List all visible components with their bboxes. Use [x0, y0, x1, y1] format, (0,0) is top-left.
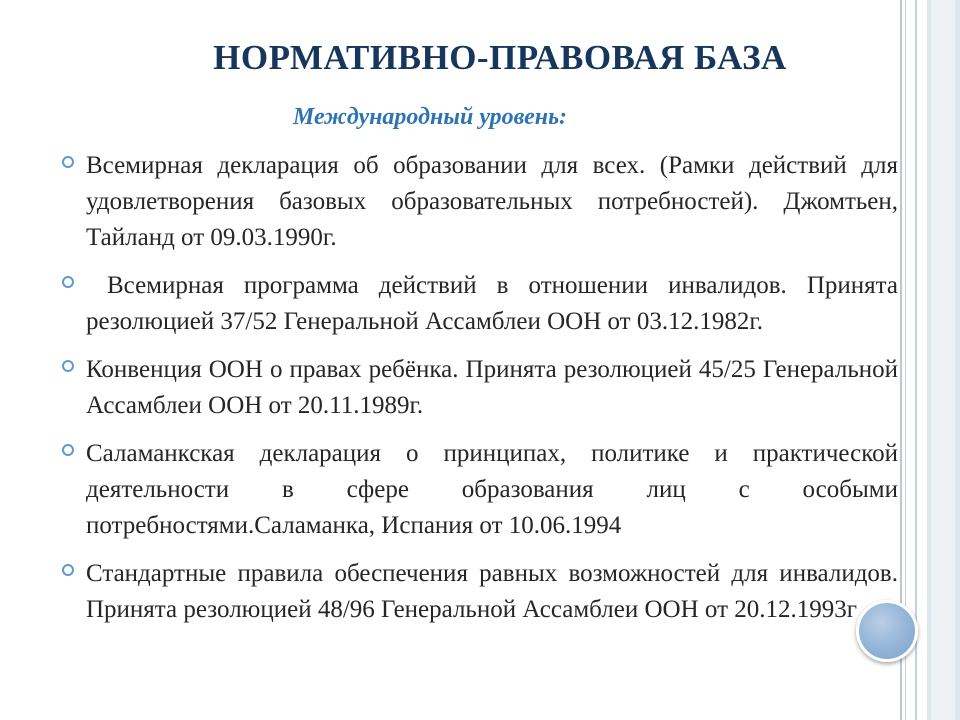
list-item-text: Стандартные правила обеспечения равных возможностей для инвалидов. Принята резолюцией 48/96 Генеральной Ассамблеи ООН от 20.12.1993г: [86, 560, 898, 623]
side-panel-inner: [931, 0, 955, 720]
slide-title: НОРМАТИВНО-ПРАВОВАЯ БАЗА: [213, 38, 787, 77]
ring-bullet-icon: [62, 564, 74, 576]
ring-bullet-icon: [62, 276, 74, 288]
list-item: [62, 352, 898, 424]
document-list: [62, 148, 898, 640]
list-item-text: Саламанкская декларация о принципах, политике и практической деятельности в сфере образования лиц с особыми потребностями.Саламанка, Испания от 10.06.1994: [86, 440, 898, 539]
ring-bullet-icon: [62, 444, 74, 456]
list-item: [62, 436, 898, 544]
list-item: [62, 148, 898, 256]
decorative-circle-icon: [856, 600, 918, 662]
list-item-text: Всемирная программа действий в отношении инвалидов. Принята резолюцией 37/52 Генеральной Ассамблеи ООН от 03.12.1982г.: [86, 272, 898, 335]
side-stripe: [915, 0, 917, 720]
list-item: [62, 556, 898, 628]
ring-bullet-icon: [62, 360, 74, 372]
list-item-text: Всемирная декларация об образовании для всех. (Рамки действий для удовлетворения базовых образовательных потребностей). Джомтьен, Тайланд от 09.03.1990г.: [86, 152, 898, 251]
slide-subtitle: Международный уровень:: [292, 104, 568, 130]
list-item-text: Конвенция ООН о правах ребёнка. Принята резолюцией 45/25 Генеральной Ассамблеи ООН от 20.11.1989г.: [86, 356, 898, 419]
list-item: [62, 268, 898, 340]
ring-bullet-icon: [62, 156, 74, 168]
